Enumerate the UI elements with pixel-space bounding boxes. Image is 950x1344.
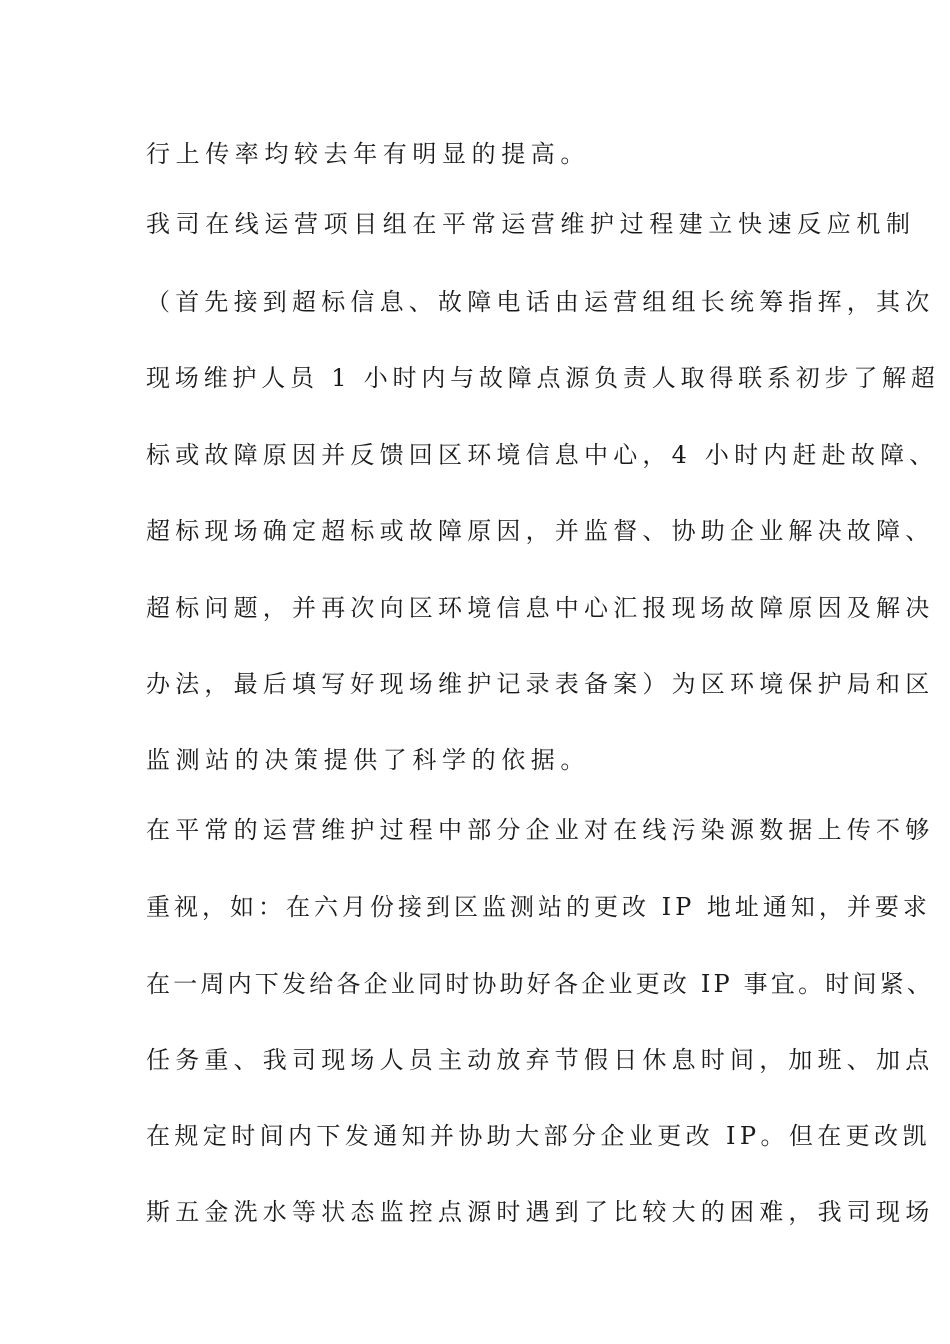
paragraph-line: 现场维护人员 1 小时内与故障点源负责人取得联系初步了解超 xyxy=(146,364,940,392)
paragraph-line: 标或故障原因并反馈回区环境信息中心，4 小时内赶赴故障、 xyxy=(146,441,939,469)
paragraph-line: 在一周内下发给各企业同时协助好各企业更改 IP 事宜。时间紧、 xyxy=(146,970,935,998)
paragraph-line: 超标现场确定超标或故障原因，并监督、协助企业解决故障、 xyxy=(146,517,935,545)
paragraph-line: 重视，如：在六月份接到区监测站的更改 IP 地址通知，并要求 xyxy=(146,893,931,921)
paragraph-line: 我司在线运营项目组在平常运营维护过程建立快速反应机制 xyxy=(146,210,916,238)
paragraph-line: 斯五金洗水等状态监控点源时遇到了比较大的困难，我司现场 xyxy=(146,1198,935,1226)
paragraph-line: 在平常的运营维护过程中部分企业对在线污染源数据上传不够 xyxy=(146,816,935,844)
paragraph-line: 监测站的决策提供了科学的依据。 xyxy=(146,746,590,774)
paragraph-line: 超标问题，并再次向区环境信息中心汇报现场故障原因及解决 xyxy=(146,594,935,622)
paragraph-line: 办法，最后填写好现场维护记录表备案）为区环境保护局和区 xyxy=(146,670,935,698)
paragraph-line: （首先接到超标信息、故障电话由运营组组长统筹指挥，其次 xyxy=(146,288,935,316)
paragraph-line: 任务重、我司现场人员主动放弃节假日休息时间，加班、加点 xyxy=(146,1046,935,1074)
paragraph-line: 行上传率均较去年有明显的提高。 xyxy=(146,140,590,168)
paragraph-line: 在规定时间内下发通知并协助大部分企业更改 IP。但在更改凯 xyxy=(146,1122,931,1150)
